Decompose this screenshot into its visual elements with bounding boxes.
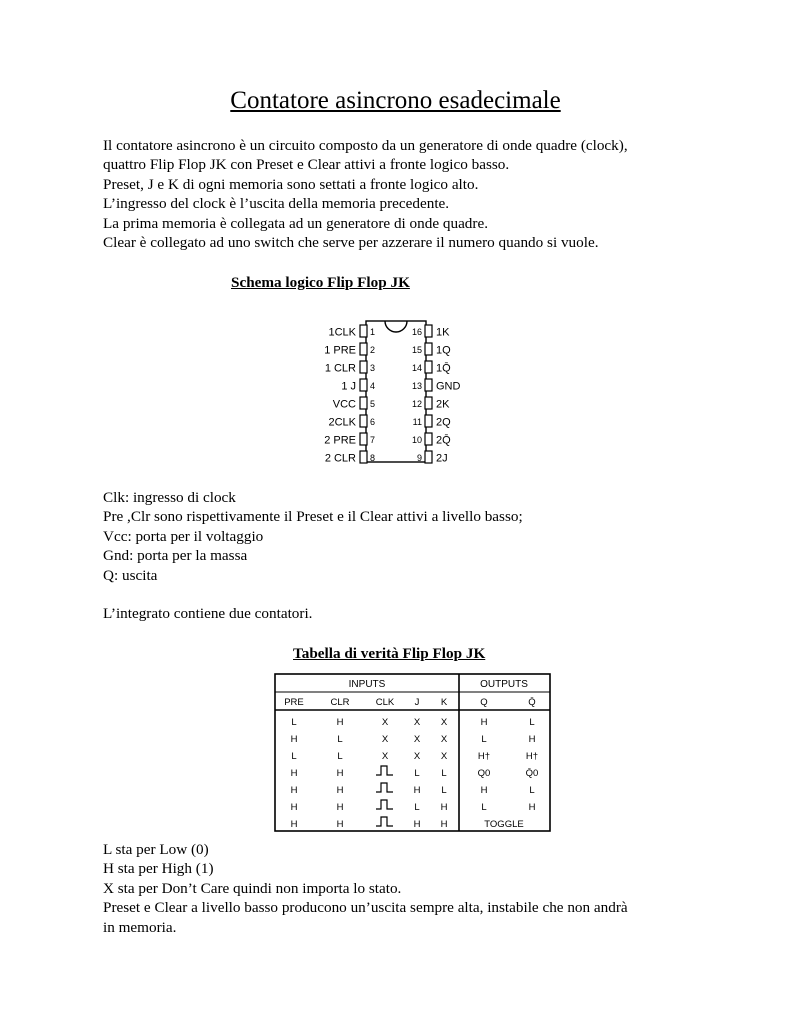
table-cell: H <box>336 802 344 813</box>
pin-label-left: 2 PRE <box>324 434 356 447</box>
truth-table <box>274 673 552 833</box>
pin-number-left: 7 <box>370 435 376 445</box>
pin-number-left: 3 <box>370 363 376 373</box>
table-cell: H <box>336 717 344 728</box>
group-header-outputs: OUTPUTS <box>480 679 528 690</box>
intro-line: quattro Flip Flop JK con Preset e Clear attivi a fronte logico basso. <box>103 156 510 174</box>
pin-number-left: 6 <box>370 417 376 427</box>
pins-right <box>412 325 461 465</box>
table-cell: X <box>440 734 448 745</box>
pin-label-right: 2Q <box>436 416 451 429</box>
footer-line: in memoria. <box>103 918 177 936</box>
table-cell: L <box>481 734 487 745</box>
table-cell: H <box>336 819 344 830</box>
pin-label-right: 1Q <box>436 344 451 357</box>
table-cell: H <box>290 819 298 830</box>
pin-number-left: 1 <box>370 327 376 337</box>
pin-number-right: 9 <box>416 453 422 463</box>
intro-line: Preset, J e K di ogni memoria sono settati a fronte logico alto. <box>103 175 479 193</box>
pin-number-right: 16 <box>411 327 422 337</box>
table-cell: H <box>290 802 298 813</box>
table-cell: TOGGLE <box>484 819 524 830</box>
legend-line: Pre ,Clr sono rispettivamente il Preset e il Clear attivi a livello basso; <box>103 508 523 526</box>
truth-table-rows <box>291 717 539 830</box>
pin-box <box>425 325 432 337</box>
footer-line: Preset e Clear a livello basso producono un’uscita sempre alta, instabile che non andrà <box>103 899 628 917</box>
pin-box <box>360 379 367 391</box>
pinout-svg <box>314 318 474 468</box>
pin-box <box>425 361 432 373</box>
pin-box <box>360 433 367 445</box>
pin-number-right: 12 <box>411 399 422 409</box>
table-cell: L <box>529 785 535 796</box>
pin-box <box>425 397 432 409</box>
table-cell: X <box>440 751 448 762</box>
legend-paragraph <box>103 488 723 585</box>
table-cell: H <box>528 802 536 813</box>
pin-box <box>360 361 367 373</box>
pin-number-right: 15 <box>411 345 422 355</box>
note-line: L’integrato contiene due contatori. <box>103 605 313 622</box>
group-header-inputs: INPUTS <box>348 679 386 690</box>
legend-line: Vcc: porta per il voltaggio <box>103 527 264 545</box>
table-cell: H† <box>525 751 539 762</box>
truth-table-grid <box>275 674 550 831</box>
truth-table-svg <box>274 673 552 833</box>
table-cell: L <box>337 751 343 762</box>
pin-label-left: 2CLK <box>328 416 356 429</box>
pin-label-right: 2J <box>436 452 448 465</box>
column-header: K <box>440 697 448 708</box>
pins-left <box>324 325 375 465</box>
pin-box <box>360 325 367 337</box>
table-cell: H <box>440 819 448 830</box>
table-cell: H <box>336 768 344 779</box>
table-cell: H <box>290 785 298 796</box>
table-cell: L <box>291 717 297 728</box>
truth-table-title: Tabella di verità Flip Flop JK <box>293 645 486 662</box>
pin-label-right: 2K <box>436 398 450 411</box>
table-cell: H <box>440 802 448 813</box>
table-cell: H <box>413 819 421 830</box>
table-cell: H <box>413 785 421 796</box>
page-title: Contatore asincrono esadecimale <box>230 87 561 114</box>
pin-box <box>360 343 367 355</box>
clock-pulse-icon <box>376 783 393 792</box>
pin-box <box>425 343 432 355</box>
table-cell: H <box>480 785 488 796</box>
truth-table-headers <box>284 697 535 708</box>
column-header: CLR <box>330 697 350 708</box>
table-cell: L <box>481 802 487 813</box>
pin-box <box>360 451 367 463</box>
pin-label-left: 1 CLR <box>324 362 356 375</box>
legend-line: Clk: ingresso di clock <box>103 489 236 506</box>
legend-line: Gnd: porta per la massa <box>103 547 248 565</box>
pin-label-left: 1 J <box>341 380 356 393</box>
intro-line: Il contatore asincrono è un circuito composto da un generatore di onde quadre (clock), <box>103 137 628 154</box>
pin-box <box>425 415 432 427</box>
pinout-diagram <box>314 318 474 468</box>
table-cell: L <box>441 785 447 796</box>
pin-number-left: 4 <box>370 381 376 391</box>
column-header: PRE <box>284 697 304 708</box>
table-cell: L <box>291 751 297 762</box>
intro-line: L’ingresso del clock è l’uscita della memoria precedente. <box>103 195 450 213</box>
pin-box <box>425 451 432 463</box>
table-cell: L <box>414 802 420 813</box>
table-cell: X <box>440 717 448 728</box>
pin-box <box>425 433 432 445</box>
pin-box <box>360 397 367 409</box>
table-cell: X <box>413 734 421 745</box>
pin-number-right: 13 <box>411 381 422 391</box>
table-cell: H <box>528 734 536 745</box>
column-header: J <box>414 697 420 708</box>
clock-pulse-icon <box>376 766 393 775</box>
schema-title: Schema logico Flip Flop JK <box>231 274 410 291</box>
legend-line: Q: uscita <box>103 566 158 584</box>
pin-label-left: 1CLK <box>328 326 356 339</box>
table-cell: X <box>413 717 421 728</box>
pin-number-left: 5 <box>370 399 376 409</box>
footer-line: H sta per High (1) <box>103 860 214 878</box>
footer-line: L sta per Low (0) <box>103 841 209 858</box>
pin-box <box>425 379 432 391</box>
table-cell: X <box>381 717 389 728</box>
footer-line: X sta per Don’t Care quindi non importa lo stato. <box>103 879 402 897</box>
column-header: Q̄ <box>528 697 536 708</box>
table-cell: L <box>414 768 420 779</box>
note-paragraph <box>103 604 723 623</box>
clock-pulse-icon <box>376 800 393 809</box>
pin-label-left: 2 CLR <box>324 452 356 465</box>
clock-pulse-icon <box>376 817 393 826</box>
table-cell: Q̄0 <box>525 768 539 779</box>
pin-label-right: 1K <box>436 326 450 339</box>
table-cell: X <box>381 751 389 762</box>
pin-number-left: 8 <box>370 453 376 463</box>
footer-paragraph <box>103 840 723 937</box>
table-cell: H† <box>477 751 491 762</box>
pin-label-right: GND <box>436 380 461 393</box>
column-header: Q <box>480 697 488 708</box>
pin-box <box>360 415 367 427</box>
table-cell: H <box>290 734 298 745</box>
table-cell: H <box>336 785 344 796</box>
table-cell: L <box>337 734 343 745</box>
intro-line: Clear è collegato ad uno switch che serve per azzerare il numero quando si vuole. <box>103 234 599 252</box>
intro-paragraph <box>103 136 723 252</box>
table-cell: X <box>413 751 421 762</box>
table-cell: X <box>381 734 389 745</box>
pin-label-right: 2Q̄ <box>436 434 451 447</box>
table-cell: Q0 <box>477 768 491 779</box>
intro-line: La prima memoria è collegata ad un generatore di onde quadre. <box>103 214 488 232</box>
pin-label-left: 1 PRE <box>324 344 356 357</box>
pin-number-right: 11 <box>412 417 422 427</box>
table-cell: L <box>441 768 447 779</box>
pin-number-left: 2 <box>370 345 376 355</box>
pin-number-right: 14 <box>411 363 422 373</box>
pin-label-left: VCC <box>332 398 356 411</box>
table-cell: H <box>290 768 298 779</box>
table-cell: L <box>529 717 535 728</box>
pin-label-right: 1Q̄ <box>436 362 451 375</box>
table-cell: H <box>480 717 488 728</box>
pin-number-right: 10 <box>411 435 422 445</box>
column-header: CLK <box>375 697 395 708</box>
